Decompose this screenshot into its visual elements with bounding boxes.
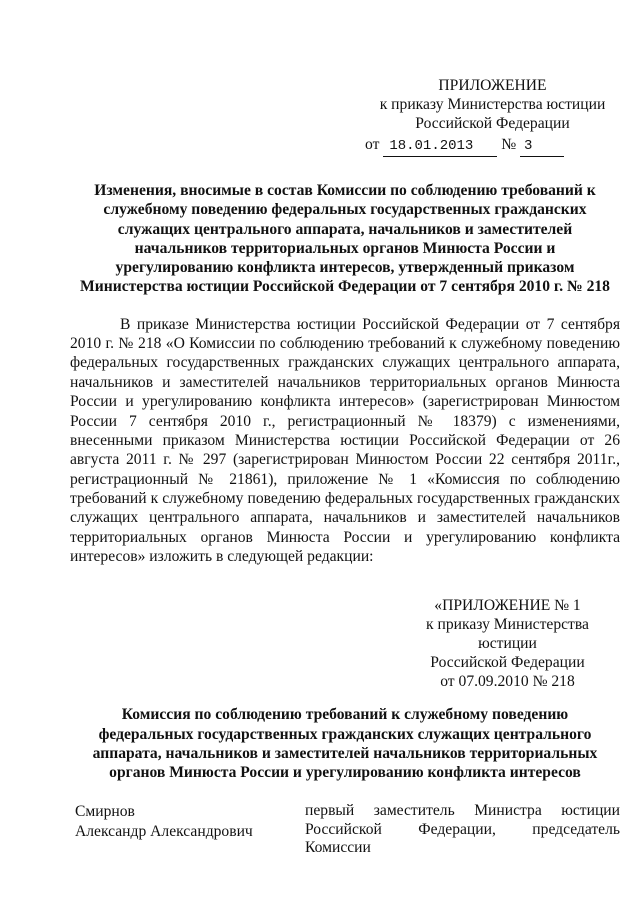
member-given-name: Александр Александрович: [75, 823, 253, 841]
body-paragraph: В приказе Министерства юстиции Российской Федерации от 7 сентября 2010 г. № 218 «О Комиссии по соблюдению требований к служебному поведению федеральных государственных гражданских служащих центрального аппарата, начальников и заместителей начальников территориальных органов Минюста России и урегулированию конфликта интересов» (зарегистрирован Минюстом России 7 сентября 2010 г., регистрационный № 18379) с изменениями, внесенными приказом Министерства юстиции Российской Федерации от 26 августа 2011 г. № 297 (зарегистрирован Минюстом России 22 сентября 2011г., регистрационный № 21861), приложение № 1 «Комиссия по соблюдению требований к служебному поведению федеральных государственных гражданских служащих центрального аппарата, начальников и заместителей начальников территориальных органов Минюста России и урегулированию конфликта интересов» изложить в следующей редакции:: [70, 315, 620, 565]
commission-title: Комиссия по соблюдению требований к служебному поведению федеральных государственных гражданских служащих центрального аппарата, начальников и заместителей начальников территориальных органов Минюста России и урегулированию конфликта интересов: [92, 706, 598, 782]
date-prefix: от: [365, 136, 380, 153]
appendix-label: ПРИЛОЖЕНИЕ: [438, 77, 547, 94]
order-number: 3: [520, 137, 564, 157]
member-surname: Смирнов: [75, 803, 135, 821]
appendix-order-line: к приказу Министерства юстиции: [426, 616, 589, 653]
order-date-line: [365, 135, 620, 157]
order-header: [365, 76, 620, 157]
appendix-date-line: от 07.09.2010 № 218: [440, 673, 575, 691]
appendix-federation-line: Российской Федерации: [430, 654, 585, 672]
member-position: первый заместитель Министра юстиции Российской Федерации, председатель Комиссии: [305, 802, 620, 857]
member-row: [70, 802, 620, 858]
member-name: [75, 802, 300, 858]
order-line: к приказу Министерства юстиции: [379, 96, 606, 113]
document-title: Изменения, вносимые в состав Комиссии по соблюдению требований к служебному поведению федеральных государственных гражданских служащих центрального аппарата, начальников и заместителей начальников территориальных органов Минюста России и урегулированию конфликта интересов, утвержденный приказом Министерства юстиции Российской Федерации от 7 сентября 2010 г. № 218: [80, 182, 610, 296]
appendix-header: [395, 596, 620, 691]
number-prefix: №: [501, 136, 517, 153]
appendix-1-label: «ПРИЛОЖЕНИЕ № 1: [434, 597, 581, 615]
federation-line: Российской Федерации: [415, 115, 570, 132]
order-date: 18.01.2013: [383, 137, 497, 157]
